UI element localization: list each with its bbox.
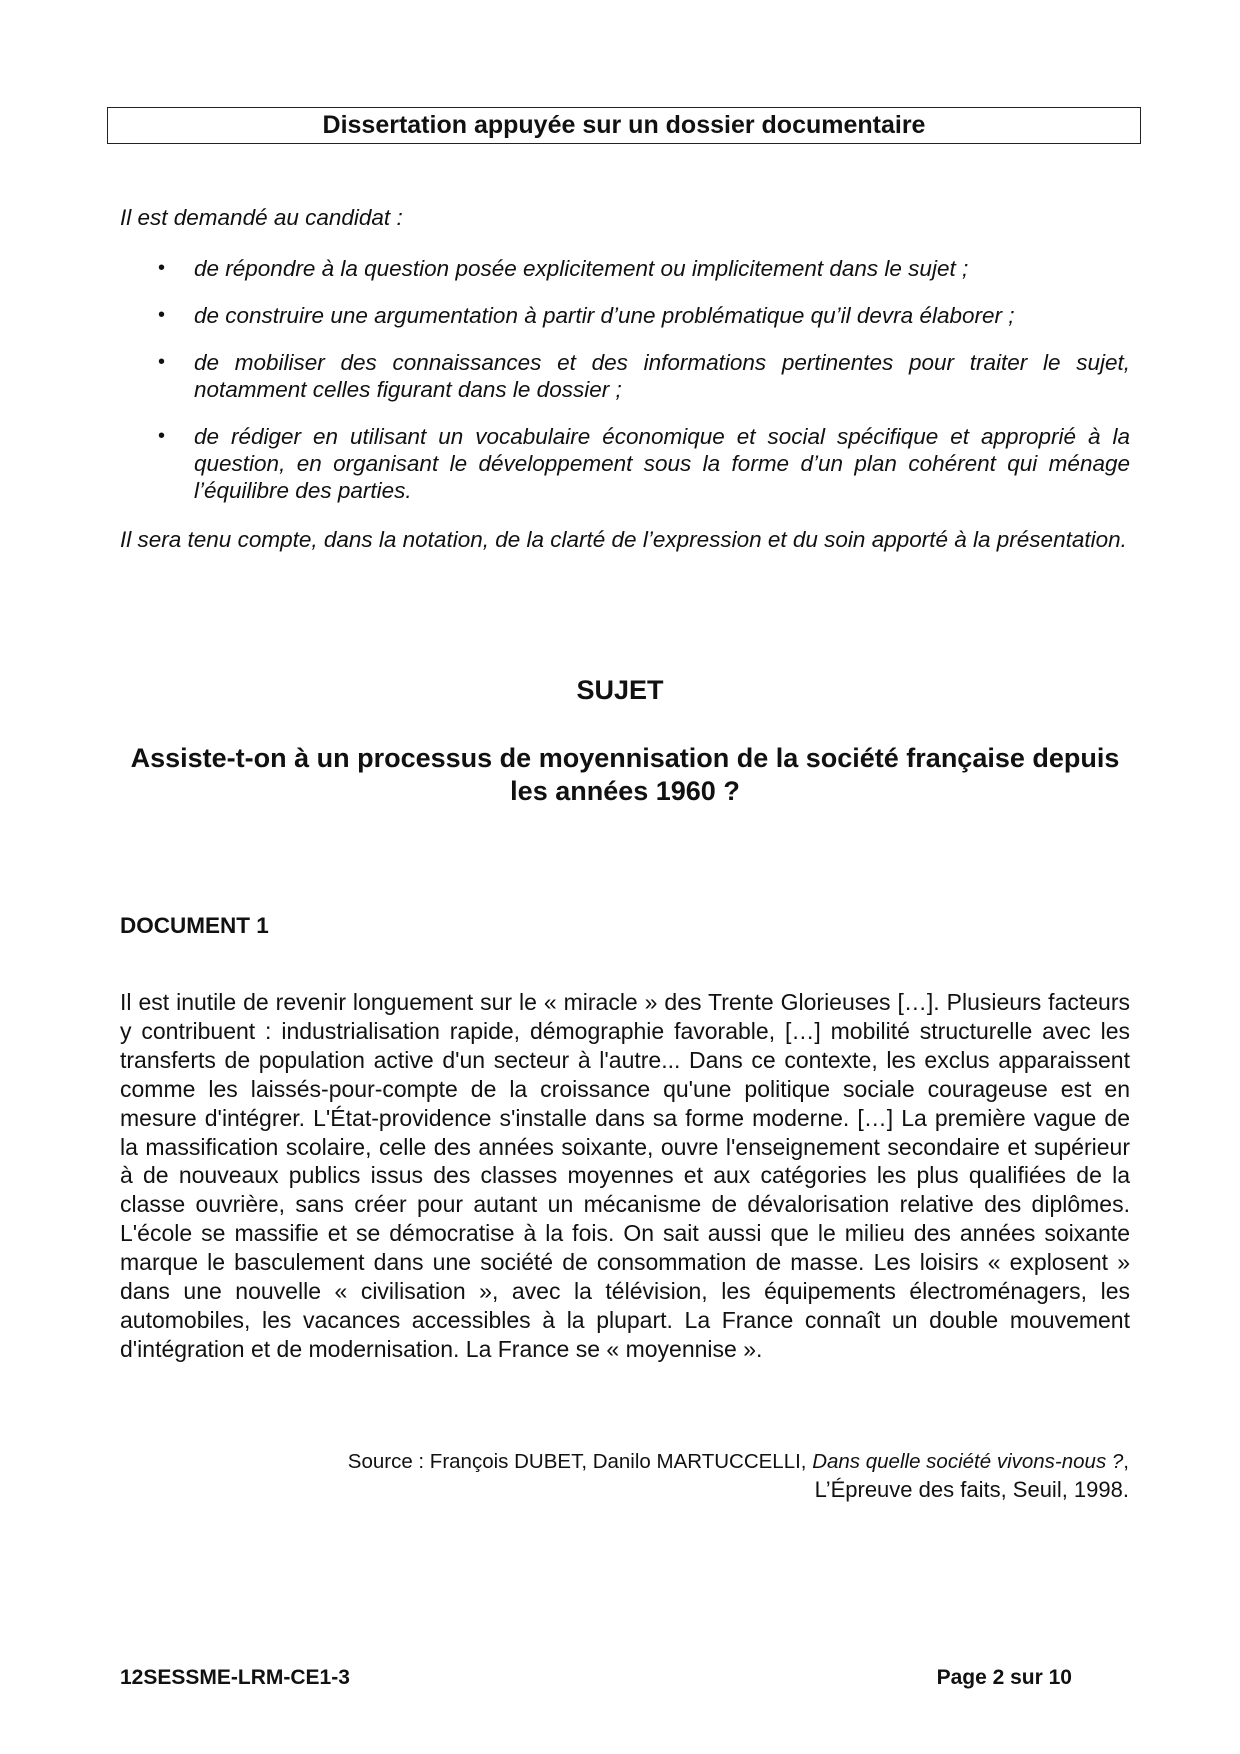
bullet-icon: •: [158, 304, 166, 326]
instructions-list: [120, 255, 1130, 504]
source-title: Dans quelle société vivons-nous ?: [812, 1450, 1124, 1473]
list-item-text: de rédiger en utilisant un vocabulaire économique et social spécifique et approprié à la question, en organisant le développement sous la forme d’un plan cohérent qui ménage l’équilibre des parties.: [194, 424, 1130, 503]
list-item: [120, 302, 1130, 329]
instructions-closing: Il sera tenu compte, dans la notation, de la clarté de l’expression et du soin apporté à la présentation.: [120, 527, 1127, 552]
document-heading: DOCUMENT 1: [120, 913, 269, 938]
list-item-text: de mobiliser des connaissances et des informations pertinentes pour traiter le sujet, notamment celles figurant dans le dossier ;: [194, 350, 1130, 402]
bullet-icon: •: [158, 351, 166, 373]
document-text: Il est inutile de revenir longuement sur le « miracle » des Trente Glorieuses […]. Plusieurs facteurs y contribuent : industrialisation rapide, démographie favorable, […] mobilité structurelle avec les transferts de population active d'un secteur à l'autre... Dans ce contexte, les exclus apparaissent comme les laissés-pour-compte de la croissance qu'une politique sociale courageuse est en mesure d'intégrer. L'État-providence s'installe dans sa forme moderne. […] La première vague de la massification scolaire, celle des années soixante, ouvre l'enseignement secondaire et supérieur à de nouveaux publics issus des classes moyennes et aux catégories les plus qualifiées de la classe ouvrière, sans créer pour autant un mécanisme de dévalorisation relative des diplômes. L'école se massifie et se démocratise à la fois. On sait aussi que le milieu des années soixante marque le basculement dans une société de consommation de masse. Les loisirs « explosent » dans une nouvelle « civilisation », avec la télévision, les équipements électroménagers, les automobiles, les vacances accessibles à la plupart. La France connaît un double mouvement d'intégration et de modernisation. La France se « moyennise ».: [120, 989, 1130, 1362]
document-source: [348, 1448, 1129, 1504]
source-prefix: Source : François DUBET, Danilo MARTUCCELLI,: [347, 1450, 813, 1473]
footer-page-number: Page 2 sur 10: [936, 1666, 1072, 1689]
bullet-icon: •: [158, 425, 166, 447]
list-item: [120, 423, 1130, 504]
bullet-icon: •: [158, 257, 166, 279]
page-title: Dissertation appuyée sur un dossier documentaire: [107, 107, 1141, 144]
source-publisher: L’Épreuve des faits, Seuil, 1998.: [814, 1477, 1129, 1502]
list-item-text: de construire une argumentation à partir d’une problématique qu’il devra élaborer ;: [194, 303, 1015, 328]
footer-exam-code: 12SESSME-LRM-CE1-3: [120, 1666, 350, 1689]
sujet-question: Assiste-t-on à un processus de moyennisation de la société française depuis les années 1960 ?: [130, 743, 1120, 806]
sujet-label: SUJET: [576, 675, 664, 705]
instructions-block: [120, 204, 1130, 553]
instructions-intro: Il est demandé au candidat :: [120, 205, 403, 230]
list-item-text: de répondre à la question posée explicitement ou implicitement dans le sujet ;: [194, 256, 969, 281]
source-comma: ,: [1123, 1450, 1129, 1473]
list-item: [120, 349, 1130, 403]
list-item: [120, 255, 1130, 282]
